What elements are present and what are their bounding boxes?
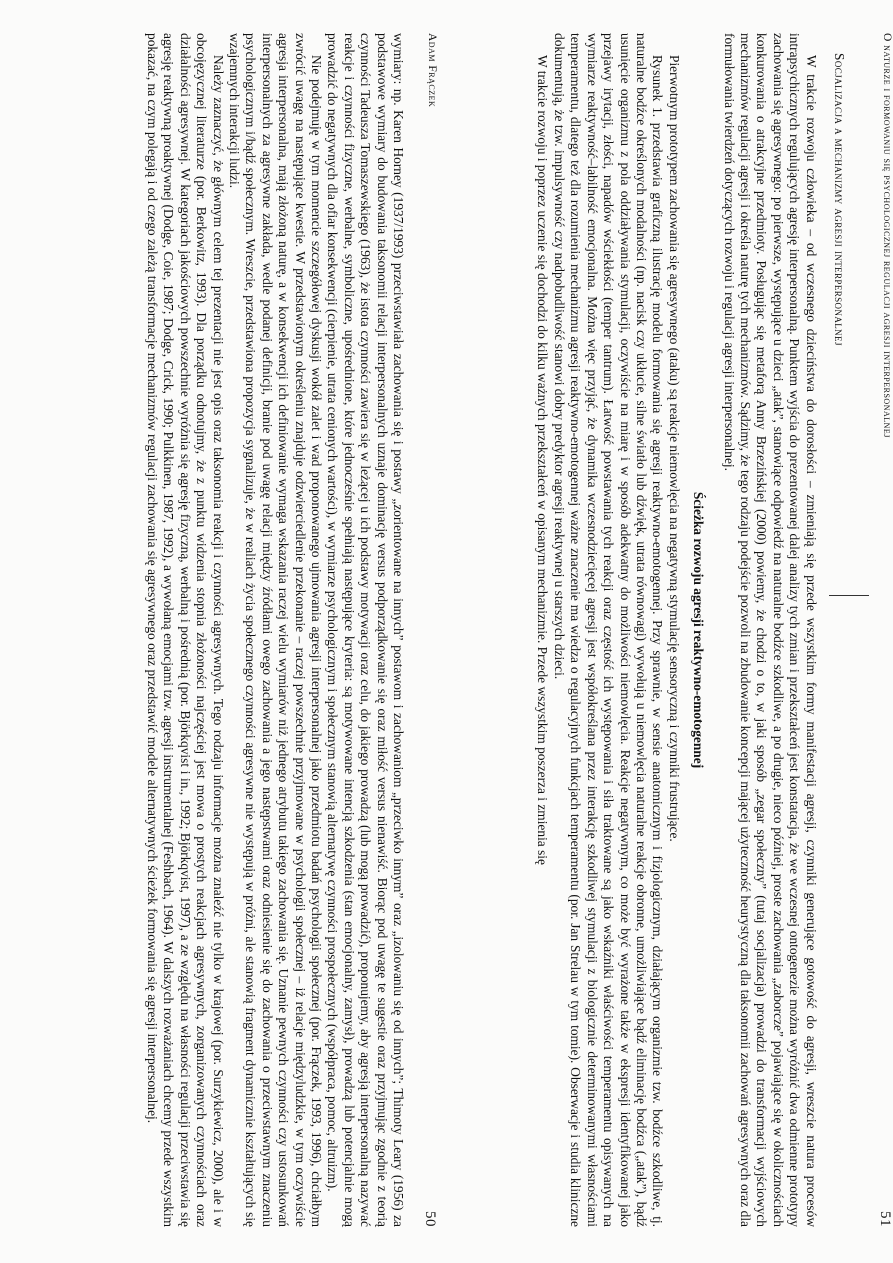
paragraph: wymiary: np. Karen Horney (1937/1993) przeciwstawiała zachowania się i postawy „zorientowane na innych” postawom i zachowaniom „przeciwko innym” oraz „izolowaniu się od innych”; Thimoty Leary (1956) za podstawowe wymiary do budowania taksonomii relacji interpersonalnych uznaje dominację versus podporządkowanie się oraz miłość versus nienawiść. Biorąc pod uwagę te sugestie oraz przyjmując zgodnie z teorią czynności Tadeusza Tomaszewskiego (1963), że istota czynności zawiera się w leżącej u ich podstawy motywacji oraz celu, do jakiego prowadzą (lub mogą prowadzić), proponujemy, aby agresją interpersonalną nazywać reakcje i czynności fizyczne, werbalne, symboliczne, upośrednione, które jednocześnie spełniają następujące kryteria: są motywowane intencją szkodzenia (stan emocjonalny, zamysł), prowadzą lub potencjalnie mogą prowadzić do negatywnych dla ofiar konsekwencji (cierpienie, utrata cenionych wartości), w wymiarze psychologicznym i społecznym stanowią alternatywę czynności prospołecznych (współpraca, pomoc, altruizm).	[325, 33, 406, 1227]
page-number: 51	[877, 1211, 893, 1227]
paragraph: Rysunek 1. przedstawia graficzną ilustrację modelu formowania się agresji reaktywno-emotogennej. Przy sprawnie, w sensie anatomicznym i fizjologicznym, działającym organizmie tzw. bodźce szkodliwe, tj. naturalne bodźce określonych modalności (np. nacisk czy ukłucie, silne światło lub dźwięk, utrata równowagi) wywołują u niemowlęcia naturalne reakcje obronne, umożliwiające bądź eliminację bodźca („atak”), bądź usunięcie organizmu z pola oddziaływania stymulacji, oczywiście na miarę i w sposób adekwatny do możliwości niemowlęcia. Reakcje negatywnym, co może być wyrażone także w ekspresji identyfikowanej jako przejawy irytacji, złości, napadów wściekłości (temper tantrum). Łatwość powstawania tych reakcji oraz częstość ich występowania i siła traktowane są jako wskaźniki właściwości temperamentu opisywanych na wymiarze reaktywność–labilność emocjonalna. Można więc przyjąć, że dynamika wczesnodziecięcej agresji jest współokreślana przez interakcję szkodliwej stymulacji z biologicznie determinowanymi własnościami temperamentu, dlatego też dla rozumienia mechanizmu agresji reaktywno-emotogennej ważne znaczenie ma wiedza o regulacyjnych funkcjach temperamentu (por. Jan Strelau w tym tomie). Obserwacje i studia kliniczne dokumentują, że tzw. impulsywność czy nadpobudliwość stanowi dobry predyktor agresji reaktywnej u starszych dzieci.	[551, 33, 666, 1227]
right-page	[453, 15, 893, 1245]
paragraph: Pierwotnym prototypem zachowania się agresywnego (ataku) są reakcje niemowlęcia na negatywną stymulację sensoryczną i czynniki frustrujące.	[666, 55, 682, 842]
chapter-title: Socjalizacja a mechanizmy agresji interpersonalnej	[832, 53, 847, 346]
left-page	[18, 15, 438, 1245]
paragraph: W trakcie rozwoju i poprzez uczenie się dochodzi do kilku ważnych przekształceń w opisanym mechanizmie. Przede wszystkim poszerza i zmienia się	[535, 55, 551, 865]
paragraph: Nie podejmuję w tym momencie szczegółowej dyskusji wokół zalet i wad proponowanego ujmowania agresji interpersonalnej jako przedmiotu badań psychologii społecznej (por. Frączek, 1993, 1996), chciałbym zwrócić uwagę na następujące kwestie. W przedstawionym określeniu znajduje odzwierciedlenie przekonanie – raczej powszechnie przyjmowane w psychologii społecznej – iż relacje międzyludzkie, w tym oczywiście agresja interpersonalna, mają złożoną naturę, a w konsekwencji ich definiowanie wymaga wskazania raczej wielu wymiarów niż jednego atrybutu takiego zachowania się. Uznanie pewnych czynności czy ustosunkowań interpersonalnych za agresywne zakłada, wedle podanej definicji, branie pod uwagę relacji między źródłami owego zachowania a jego następstwami oraz odniesienie się do zachowania o przeciwstawnym znaczeniu psychologicznym i/bądź społecznym. Wreszcie, przedstawiona propozycja sygnalizuje, że w realiach życia społecznego czynności agresywne nie występują w próżni, ale stanowią fragment dynamicznie kształtujących się wzajemnych interakcji ludzi.	[226, 33, 324, 1227]
left-page-body	[144, 15, 411, 1245]
page-number: 50	[422, 1211, 438, 1227]
running-head-title: O naturze i formowaniu się psychologicznej regulacji agresji interpersonalnej	[881, 33, 893, 438]
right-page-header	[865, 15, 893, 1245]
paragraph: W trakcie rozwoju człowieka – od wczesnego dzieciństwa do dorosłości – zmieniają się przede wszystkim formy manifestacji agresji, czynniki generujące gotowość do agresji, wreszcie natura procesów intrapsychicznych regulujących agresję interpersonalną. Punktem wyjścia do prezentowanej dalej analizy tych zmian i przekształceń jest konstatacja, że we wczesnej ontogenezie można wyróżnić dwa odmienne prototypy zachowania się agresywnego: po pierwsze, występujące u dzieci „atak”, stanowiące odpowiedź na naturalne bodźce szkodliwe, a po drugie, nieco później, proste zachowania „zaborcze” pojawiające się w okolicznościach konkurowania o atrakcyjne przedmioty. Posługując się metaforą Anny Brzezińskiej (2000) powiemy, że chodzi o to, w jaki sposób „zegar społeczny” (tutaj socjalizacja) prowadzi do transformacji wyjściowych mechanizmów regulacji agresji i określa naturę tych mechanizmów. Sądzimy, że tego rodzaju podejście pozwoli na zbudowanie koncepcji mającej użyteczność heurystyczną dla taksonomii zachowań agresywnych oraz dla formułowania twierdzeń dotyczących rozwoju i regulacji agresji interpersonalnej.	[721, 33, 819, 1227]
divider-rule	[829, 595, 869, 596]
left-page-header	[410, 15, 438, 1245]
running-head-author: Adam Frączek	[426, 33, 438, 108]
section-title: Ścieżka rozwoju agresji reaktywno-emotogennej	[691, 491, 707, 769]
paragraph: Należy zaznaczyć, że głównym celem tej prezentacji nie jest opis oraz taksonomia reakcji i czynności agresywnych. Tego rodzaju informacje można znaleźć nie tylko w krajowej (por. Surzykiewicz, 2000), ale i w obcojęzycznej literaturze (por. Berkowitz, 1993). Dla porządku odnotujmy, że z punktu widzenia stopnia złożoności najczęściej jest mowa o prostych reakcjach agresywnych, zorganizowanych czynnościach oraz działalności agresywnej. W kategoriach jakościowych powszechnie wyróżnia się agresję fizyczną, werbalną i pośrednią (por. Björkqvist i in., 1992; Björkqvist, 1997), a ze względu na własności regulacji przeciwstawia się agresję reaktywną proaktywnej (Dodge, Coie, 1987; Dodge, Crick, 1990; Pulkkinen, 1987, 1992), a wywołaną emocjami tzw. agresji instrumentalnej (Feshbach, 1964). W dalszych rozważaniach chcemy przede wszystkim pokazać, na czym polegają i od czego zależą transformacje mechanizmów regulacji zachowania się agresywnego oraz przedstawić modele alternatywnych ścieżek formowania się agresji interpersonalnej.	[144, 33, 226, 1227]
right-page-body	[534, 15, 865, 1245]
